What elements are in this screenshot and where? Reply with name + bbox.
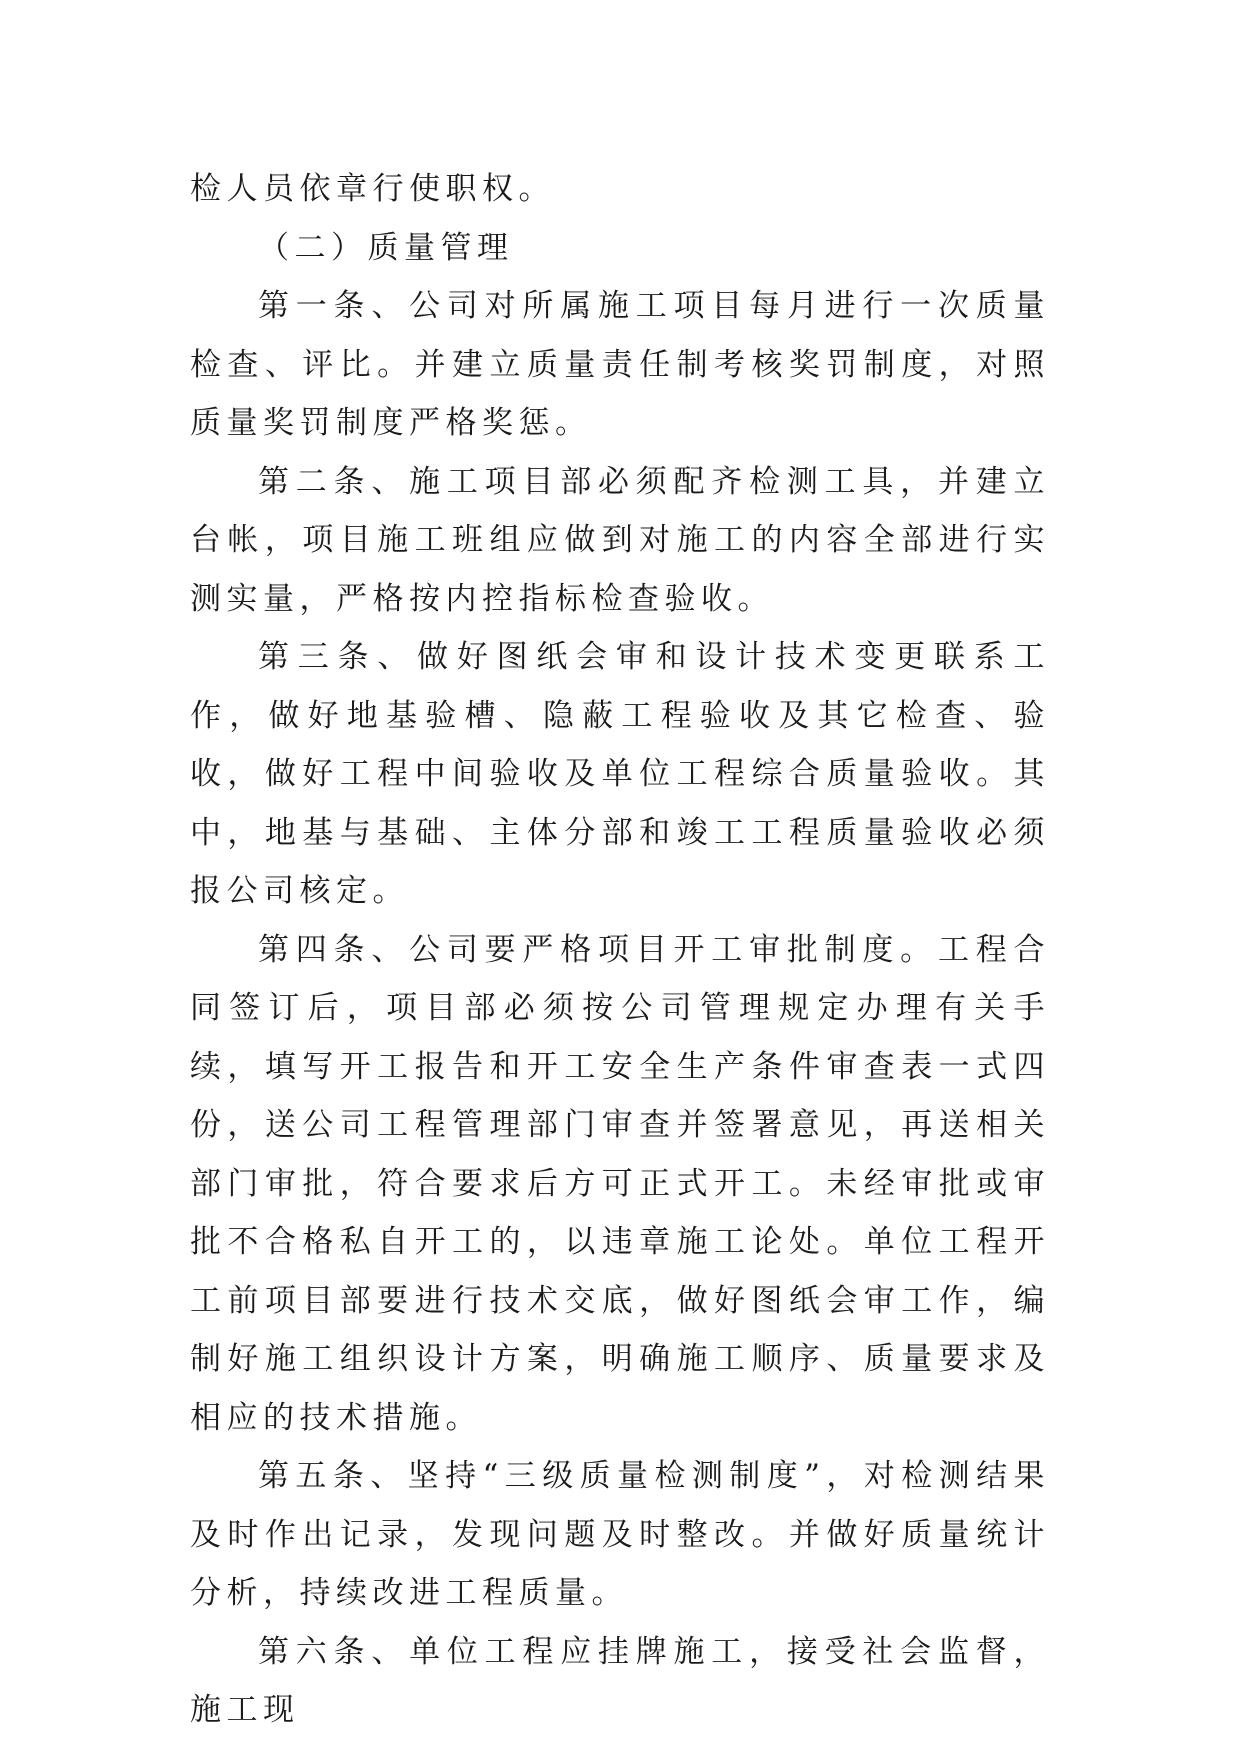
paragraph-article-2: 第二条、施工项目部必须配齐检测工具，并建立台帐，项目施工班组应做到对施工的内容全部进行实测实量，严格按内控指标检查验收。 [190,463,1050,617]
paragraph-article-6: 第六条、单位工程应挂牌施工，接受社会监督，施工现 [190,1633,1050,1728]
document-body [190,160,1050,1740]
paragraph-article-1: 第一条、公司对所属施工项目每月进行一次质量检查、评比。并建立质量责任制考核奖罚制度，对照质量奖罚制度严格奖惩。 [190,288,1050,441]
paragraph-article-3: 第三条、做好图纸会审和设计技术变更联系工作，做好地基验槽、隐蔽工程验收及其它检查、验收，做好工程中间验收及单位工程综合质量验收。其中，地基与基础、主体分部和竣工工程质量验收必须报公司核定。 [190,639,1050,909]
section-heading-quality-management: （二）质量管理 [258,229,514,266]
paragraph-article-5: 第五条、坚持“三级质量检测制度”，对检测结果及时作出记录，发现问题及时整改。并做好质量统计分析，持续改进工程质量。 [190,1458,1050,1611]
paragraph-continuation: 检人员依章行使职权。 [190,171,555,207]
paragraph-article-4: 第四条、公司要严格项目开工审批制度。工程合同签订后，项目部必须按公司管理规定办理有关手续，填写开工报告和开工安全生产条件审查表一式四份，送公司工程管理部门审查并签署意见，再送相关部门审批，符合要求后方可正式开工。未经审批或审批不合格私自开工的，以违章施工论处。单位工程开工前项目部要进行技术交底，做好图纸会审工作，编制好施工组织设计方案，明确施工顺序、质量要求及相应的技术措施。 [190,931,1050,1436]
